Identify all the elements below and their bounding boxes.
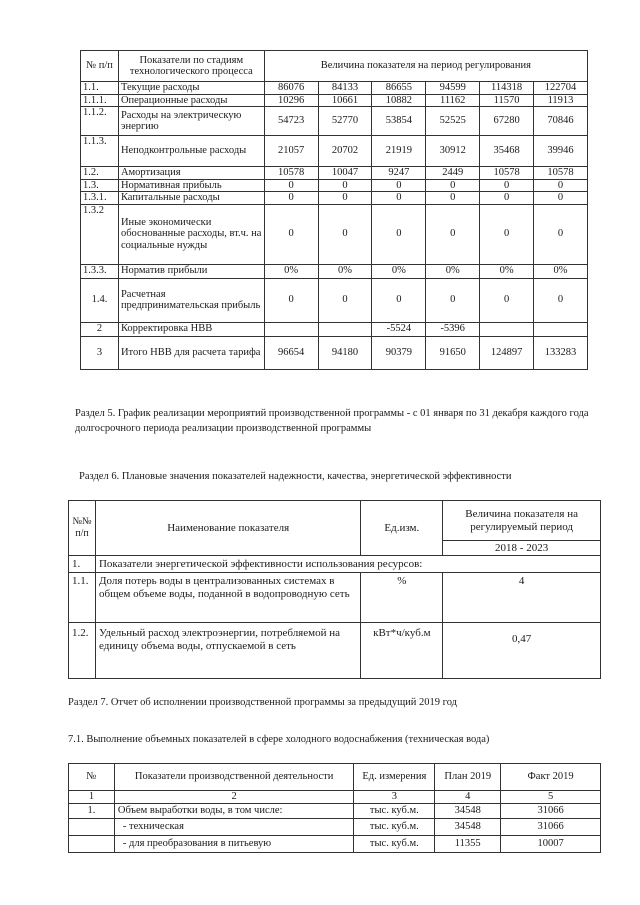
table-row: 1.1. Доля потерь воды в централизованных системах в общем объеме воды, поданной в водопроводную сеть % 4	[69, 573, 601, 623]
col-indicator-header: Показатели по стадиям технологического процесса	[118, 51, 264, 82]
col-plan-header: План 2019	[435, 764, 501, 791]
col-unit-header: Ед. измерения	[354, 764, 435, 791]
volume-table	[68, 763, 601, 853]
period-label: 2018 - 2023	[443, 541, 601, 556]
table-row: 1.1.2. Расходы на электрическую энергию 54723 52770 53854 52525 67280 70846	[81, 107, 588, 136]
budget-table	[80, 50, 588, 370]
col-fact-header: Факт 2019	[501, 764, 601, 791]
table-row: 1.1.3. Неподконтрольные расходы 21057 20702 21919 30912 35468 39946	[81, 136, 588, 167]
table-row: 1.3.2 Иные экономически обоснованные расходы, вт.ч. на социальные нужды 0 0 0 0 0 0	[81, 204, 588, 264]
group-title: Показатели энергетической эффективности использования ресурсов:	[95, 556, 600, 573]
table-row: - техническая тыс. куб.м. 34548 31066	[69, 819, 601, 836]
col-unit-header: Ед.изм.	[361, 501, 443, 556]
table-row: 1.1.1. Операционные расходы 10296 10661 10882 11162 11570 11913	[81, 94, 588, 107]
table-row: 1.3.3. Норматив прибыли 0% 0% 0% 0% 0% 0%	[81, 264, 588, 278]
efficiency-table	[68, 500, 601, 679]
table-row: 1.4. Расчетная предпринимательская прибыль 0 0 0 0 0 0	[81, 278, 588, 322]
table-row: 3 Итого НВВ для расчета тарифа 96654 94180 90379 91650 124897 133283	[81, 336, 588, 369]
col-name-header: Наименование показателя	[95, 501, 360, 556]
table-row: 1.3.1. Капитальные расходы 0 0 0 0 0 0	[81, 192, 588, 205]
table-row: 1.2. Удельный расход электроэнергии, потребляемой на единицу объема воды, отпускаемой в сеть кВт*ч/куб.м 0,47	[69, 623, 601, 679]
col-name-header: Показатели производственной деятельности	[114, 764, 354, 791]
col-num-header: №	[69, 764, 115, 791]
table-row: 1.2. Амортизация 10578 10047 9247 2449 10578 10578	[81, 167, 588, 180]
section-5-text: Раздел 5. График реализации мероприятий производственной программы - с 01 января по 31 декабря каждого года долгосрочного периода реализации производственной программы	[75, 408, 589, 434]
table-row: 1. Показатели энергетической эффективности использования ресурсов:	[69, 556, 601, 573]
section-7-1-heading: 7.1. Выполнение объемных показателей в сфере холодного водоснабжения (техническая вода)	[68, 734, 490, 745]
section-6-heading: Раздел 6. Плановые значения показателей надежности, качества, энергетической эффективности	[79, 471, 512, 482]
col-num-header: № п/п	[81, 51, 119, 82]
col-value-header: Величина показателя на период регулирования	[264, 51, 587, 82]
table-row: 1.1. Текущие расходы 86076 84133 86655 94599 114318 122704	[81, 82, 588, 95]
table-row: - для преобразования в питьевую тыс. куб.м. 11355 10007	[69, 836, 601, 853]
table-row: 1.3. Нормативная прибыль 0 0 0 0 0 0	[81, 179, 588, 192]
table-row: 1. Объем выработки воды, в том числе: тыс. куб.м. 34548 31066	[69, 804, 601, 819]
col-num-header: №№ п/п	[69, 501, 96, 556]
col-value-header: Величина показателя на регулируемый период	[443, 501, 601, 541]
section-7-heading: Раздел 7. Отчет об исполнении производственной программы за предыдущий 2019 год	[68, 697, 458, 708]
table-row: 2 Корректировка НВВ -5524 -5396	[81, 322, 588, 336]
index-row: 1 2 3 4 5	[69, 791, 601, 804]
